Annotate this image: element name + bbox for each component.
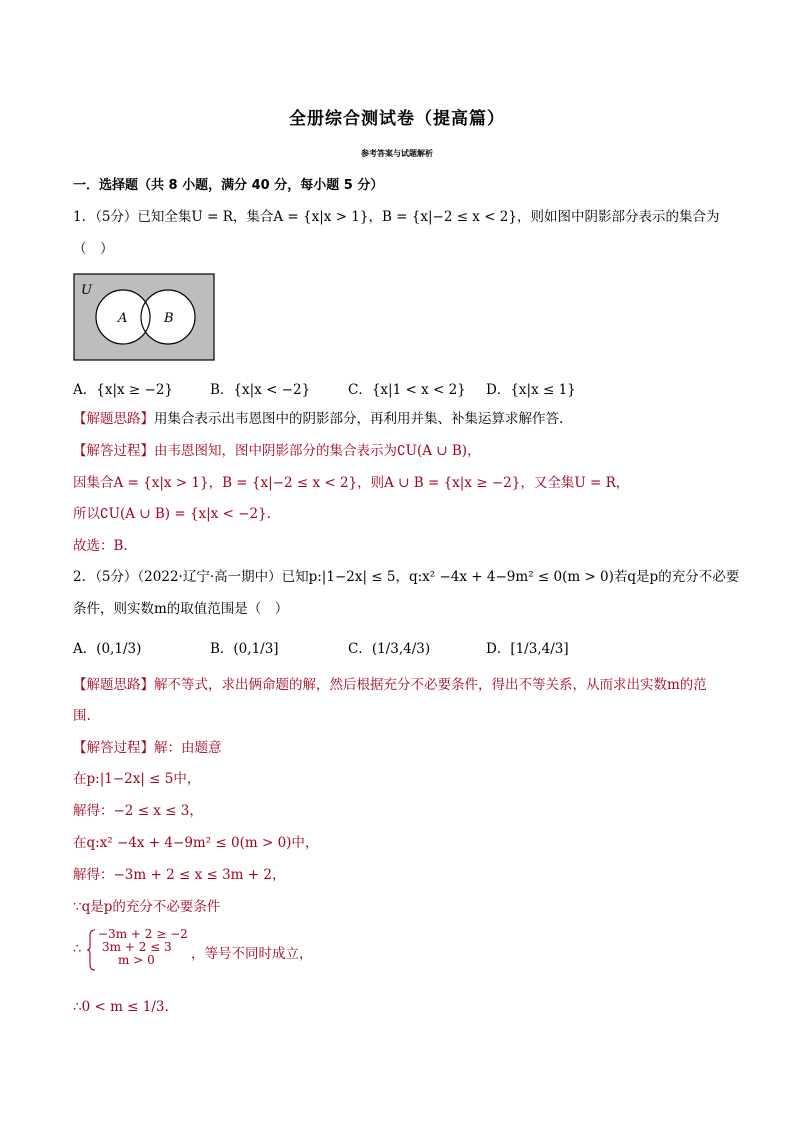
q2-option-b: B．(0,1/3]: [210, 641, 279, 657]
q1-proc-line2: 因集合A = {x|x > 1}，B = {x|−2 ≤ x < 2}，则A ∪ B = {x|x ≥ −2}，又全集U = R，: [73, 475, 630, 491]
q2-idea-text: 解不等式，求出俩命题的解，然后根据充分不必要条件，得出不等关系，从而求出实数m的范: [154, 677, 707, 693]
q2-step-3: 在q:x² −4x + 4−9m² ≤ 0(m > 0)中，: [73, 835, 319, 851]
q2-option-c: C．(1/3,4/3): [348, 641, 431, 657]
q1-paren: （ ）: [73, 241, 114, 257]
page-title: 全册综合测试卷（提高篇）: [289, 109, 505, 129]
q1-option-c: C．{x|1 < x < 2}: [348, 382, 466, 398]
q1-proc-line3: 所以∁U(A ∪ B) = {x|x < −2}.: [73, 506, 271, 522]
system-suffix: ，等号不同时成立，: [191, 946, 313, 962]
section-heading: 一．选择题（共 8 小题，满分 40 分，每小题 5 分）: [73, 178, 384, 193]
q2-idea: [73, 676, 707, 694]
q2-idea-label: 【解题思路】: [73, 677, 154, 693]
q1-option-b: B．{x|x < −2}: [210, 382, 311, 398]
q1-idea-text: 用集合表示出韦恩图中的阴影部分，再利用并集、补集运算求解作答.: [154, 411, 564, 427]
q1-option-d: D．{x|x ≤ 1}: [486, 382, 576, 398]
system-line-1: −3m + 2 ≥ −2: [98, 927, 188, 941]
left-brace-icon: [86, 929, 96, 971]
q2-stem: 2．（5分）（2022·辽宁·高一期中）已知p:|1−2x| ≤ 5，q:x² −4x + 4−9m² ≤ 0(m > 0)若q是p的充分不必要: [73, 569, 740, 585]
q2-step-5: ∵q是p的充分不必要条件: [73, 899, 221, 915]
q2-process: [73, 739, 222, 757]
q2-step-2: 解得：−2 ≤ x ≤ 3，: [73, 803, 203, 819]
system-lines: [98, 928, 188, 967]
q2-proc-text: 解：由题意: [154, 740, 222, 756]
system-prefix: ∴: [73, 942, 82, 957]
q1-idea-label: 【解题思路】: [73, 411, 154, 427]
q2-option-d: D．[1/3,4/3]: [486, 641, 569, 657]
q2-step-1: 在p:|1−2x| ≤ 5中，: [73, 771, 201, 787]
page-subtitle: 参考答案与试题解析: [361, 149, 433, 158]
q2-idea-text2: 围.: [73, 708, 91, 724]
q1-stem: 1．（5分）已知全集U = R，集合A = {x|x > 1}，B = {x|−2 ≤ x < 2}，则如图中阴影部分表示的集合为: [73, 209, 720, 225]
q2-final: ∴0 < m ≤ 1/3.: [73, 999, 169, 1015]
venn-label-b: B: [164, 311, 174, 326]
q1-answer: 故选：B.: [73, 538, 128, 554]
q2-stem2: 条件，则实数m的取值范围是（ ）: [73, 601, 289, 617]
system-line-3: m > 0: [118, 953, 155, 967]
q1-option-a: A．{x|x ≥ −2}: [73, 382, 173, 398]
system-line-2: 3m + 2 ≤ 3: [102, 940, 172, 954]
q1-process: [73, 442, 481, 460]
venn-label-u: U: [81, 283, 92, 298]
q1-proc-label: 【解答过程】: [73, 443, 154, 459]
venn-label-a: A: [118, 311, 128, 326]
q2-option-a: A．(0,1/3): [73, 641, 142, 657]
q2-proc-label: 【解答过程】: [73, 740, 154, 756]
venn-diagram: [73, 273, 215, 361]
q1-proc-text: 由韦恩图知，图中阴影部分的集合表示为∁U(A ∪ B)，: [154, 443, 481, 459]
q2-step-4: 解得：−3m + 2 ≤ x ≤ 3m + 2，: [73, 867, 286, 883]
q1-idea: [73, 410, 563, 428]
